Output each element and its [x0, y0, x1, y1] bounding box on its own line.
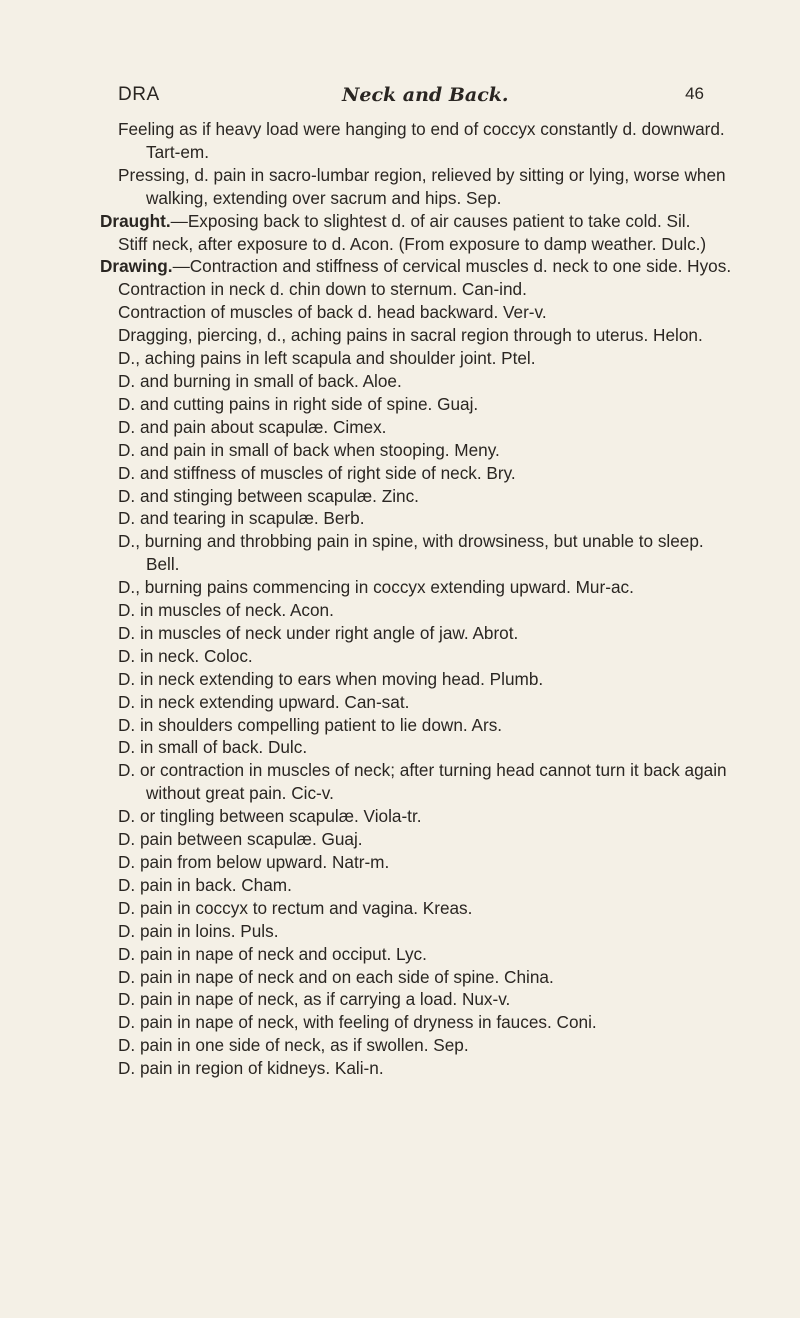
list-item — [118, 530, 734, 576]
list-item — [118, 324, 734, 347]
list-item — [118, 393, 734, 416]
rubric-entry — [100, 255, 734, 278]
list-item — [118, 714, 734, 737]
entry-text: Contraction of muscles of back d. head backward. Ver-v. — [118, 302, 547, 323]
entry-text: D. in muscles of neck under right angle of jaw. Abrot. — [118, 622, 519, 643]
entry-list — [100, 118, 734, 1080]
list-item — [118, 645, 734, 668]
list-item — [118, 416, 734, 439]
list-item — [118, 943, 734, 966]
list-item — [118, 622, 734, 645]
entry-text: Stiff neck, after exposure to d. Acon. (From exposure to damp weather. Dulc.) — [118, 233, 707, 254]
list-item — [118, 301, 734, 324]
list-item — [118, 668, 734, 691]
list-item — [118, 347, 734, 370]
list-item — [118, 278, 734, 301]
entry-text: D. pain from below upward. Natr-m. — [118, 852, 390, 872]
entry-text: D. and cutting pains in right side of spine. Guaj. — [118, 393, 479, 414]
entry-text: D. pain in nape of neck, as if carrying a load. Nux-v. — [118, 989, 511, 1010]
entry-text: D. or contraction in muscles of neck; after turning head cannot turn it back again without great pain. Cic-v. — [118, 760, 727, 804]
entry-text: D. in muscles of neck. Acon. — [118, 600, 334, 621]
entry-text: D. pain in nape of neck and on each side of spine. China. — [118, 966, 554, 987]
list-item — [118, 118, 734, 164]
entry-text: D. in shoulders compelling patient to lie down. Ars. — [118, 714, 503, 735]
list-item — [118, 874, 734, 897]
entry-text: D., burning pains commencing in coccyx extending upward. Mur-ac. — [118, 577, 634, 598]
header-title: Neck and Back. — [342, 84, 509, 106]
list-item — [118, 233, 734, 256]
entry-text: D. and burning in small of back. Aloe. — [118, 370, 402, 391]
entry-text: Contraction in neck d. chin down to sternum. Can-ind. — [118, 279, 527, 300]
entry-text: —Contraction and stiffness of cervical muscles d. neck to one side. Hyos. — [172, 256, 732, 277]
list-item — [118, 988, 734, 1011]
entry-text: D. and pain about scapulæ. Cimex. — [118, 416, 387, 437]
entry-text: Feeling as if heavy load were hanging to end of coccyx constantly d. downward. Tart-em. — [118, 119, 725, 162]
entry-text: Pressing, d. pain in sacro-lumbar region, relieved by sitting or lying, worse when walking, extending over sacrum and hips. Sep. — [118, 164, 726, 208]
entry-text: D. pain in one side of neck, as if swollen. Sep. — [118, 1035, 469, 1056]
list-item — [118, 966, 734, 989]
entry-text: D. pain in nape of neck and occiput. Lyc. — [118, 943, 427, 964]
list-item — [118, 507, 734, 530]
list-item — [118, 439, 734, 462]
list-item — [118, 1034, 734, 1057]
entry-text: D. pain in nape of neck, with feeling of dryness in fauces. Coni. — [118, 1012, 597, 1033]
list-item — [118, 759, 734, 805]
list-item — [118, 851, 734, 874]
entry-text: D. pain in back. Cham. — [118, 874, 292, 895]
list-item — [118, 1057, 734, 1080]
list-item — [118, 1011, 734, 1034]
list-item — [118, 462, 734, 485]
list-item — [118, 576, 734, 599]
entry-text: D. pain between scapulæ. Guaj. — [118, 829, 363, 850]
list-item — [118, 897, 734, 920]
list-item — [118, 691, 734, 714]
list-item — [118, 599, 734, 622]
list-item — [118, 736, 734, 759]
entry-text: D. or tingling between scapulæ. Viola-tr. — [118, 806, 422, 827]
entry-text: D., aching pains in left scapula and shoulder joint. Ptel. — [118, 348, 536, 369]
entry-text: D. in neck extending to ears when moving head. Plumb. — [118, 668, 544, 689]
entry-text: D. and pain in small of back when stooping. Meny. — [118, 439, 500, 460]
entry-text: D. pain in loins. Puls. — [118, 920, 279, 941]
list-item — [118, 920, 734, 943]
entry-text: D. and stinging between scapulæ. Zinc. — [118, 485, 419, 506]
rubric-heading: Drawing. — [100, 256, 173, 277]
page-number: 46 — [685, 84, 704, 103]
entry-text: —Exposing back to slightest d. of air causes patient to take cold. Sil. — [170, 210, 691, 231]
list-item — [118, 805, 734, 828]
entry-text: D. and stiffness of muscles of right side of neck. Bry. — [118, 462, 516, 483]
list-item — [118, 828, 734, 851]
entry-text: D., burning and throbbing pain in spine, with drowsiness, but unable to sleep. Bell. — [118, 531, 704, 575]
list-item — [118, 370, 734, 393]
entry-text: D. in neck. Coloc. — [118, 645, 253, 666]
rubric-entry — [100, 210, 734, 233]
list-item — [118, 485, 734, 508]
entry-text: D. in small of back. Dulc. — [118, 737, 308, 758]
header-section-label: DRA — [118, 84, 160, 105]
entry-text: D. and tearing in scapulæ. Berb. — [118, 508, 365, 529]
entry-text: Dragging, piercing, d., aching pains in sacral region through to uterus. Helon. — [118, 325, 703, 346]
rubric-heading: Draught. — [100, 210, 171, 231]
entry-text: D. pain in region of kidneys. Kali-n. — [118, 1058, 384, 1079]
running-header — [118, 84, 734, 118]
list-item — [118, 164, 734, 210]
entry-text: D. in neck extending upward. Can-sat. — [118, 691, 410, 712]
entry-text: D. pain in coccyx to rectum and vagina. Kreas. — [118, 897, 473, 918]
